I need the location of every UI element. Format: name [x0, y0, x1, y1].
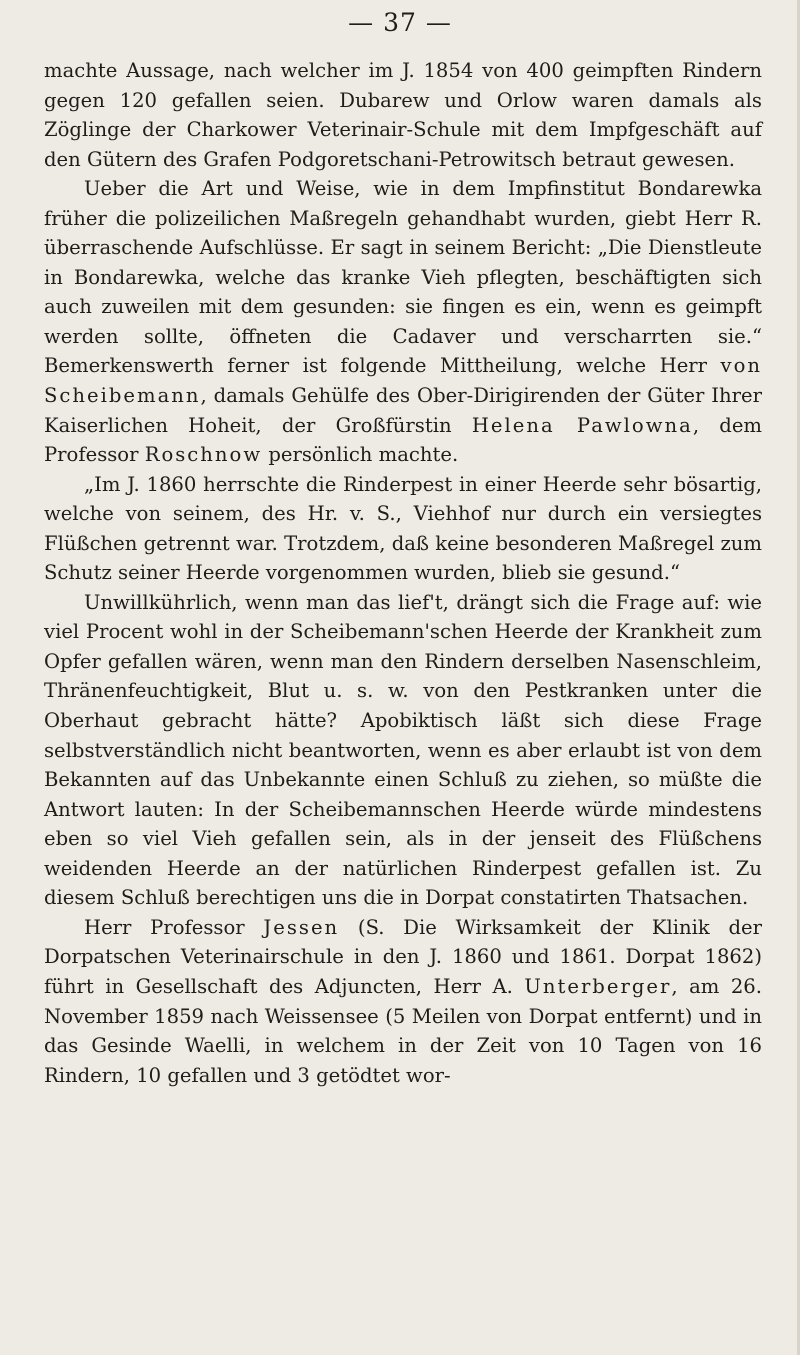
- person-name-unterberger: Unterberger: [524, 974, 672, 998]
- person-name-jessen: Jessen: [263, 915, 340, 939]
- person-name-helena-pawlowna: Helena Pawlowna: [471, 413, 693, 437]
- paragraph-1: machte Aussage, nach welcher im J. 1854 von 400 geimpften Rindern gegen 120 gefallen seien. Dubarew und Orlow waren damals als Zöglinge der Charkower Veterinair-Schule mit dem Impfgeschäft auf den Gütern des Grafen Podgoretschani-Petrowitsch betraut gewesen.: [44, 59, 762, 171]
- paragraph-4: Unwillkührlich, wenn man das lief't, drängt sich die Frage auf: wie viel Procent wohl in der Scheibemann'schen Heerde der Krankheit zum Opfer gefallen wären, wenn man den Rindern derselben Nasenschleim, Thränenfeuchtigkeit, Blut u. s. w. von den Pestkranken unter die Oberhaut gebracht hätte? Apobiktisch läßt sich diese Frage selbstverständlich nicht beantworten, wenn es aber erlaubt ist von dem Bekannten auf das Unbekannte einen Schluß zu ziehen, so müßte die Antwort lauten: In der Scheibemannschen Heerde würde mindestens eben so viel Vieh gefallen sein, als in der jenseit des Flüßchens weidenden Heerde an der natürlichen Rinderpest gefallen ist. Zu diesem Schluß berechtigen uns die in Dorpat constatirten Thatsachen.: [44, 590, 762, 910]
- paragraph-2-text: Ueber die Art und Weise, wie in dem Impfinstitut Bondarewka früher die polizeilichen Maßregeln gehandhabt wurden, giebt Herr R. überraschende Aufschlüsse. Er sagt in seinem Bericht: „Die Dienstleute in Bondarewka, welche das kranke Vieh pflegten, beschäftigten sich auch zuweilen mit dem gesunden: sie fingen es ein, wenn es geimpft werden sollte, öffneten die Cadaver und verscharrten sie.“ Bemerkenswerth ferner ist folgende Mittheilung, welche Herr: [44, 177, 762, 378]
- paragraph-2-text: , damals Gehülfe des Ober-Dirigirenden der Güter Ihrer Kaiserlichen Hoheit, der Großfürstin: [44, 384, 762, 437]
- page-number: — 37 —: [348, 8, 452, 37]
- paragraph-5-text: , am 26. November 1859 nach Weissensee (5 Meilen von Dorpat entfernt) und in das Gesinde Waelli, in welchem in der Zeit von 10 Tagen von 16 Rindern, 10 gefallen und 3 getödtet wor-: [44, 974, 762, 1087]
- person-name-scheibemann: von Scheibemann: [44, 354, 762, 408]
- paragraph-5: [44, 913, 762, 1090]
- paragraph-5-text: Herr Professor: [84, 915, 264, 939]
- paragraph-2-text: , dem Professor: [44, 413, 762, 467]
- paragraph-3: „Im J. 1860 herrschte die Rinderpest in einer Heerde sehr bösartig, welche von seinem, des Hr. v. S., Viehhof nur durch ein versiegtes Flüßchen getrennt war. Trotzdem, daß keine besonderen Maßregel zum Schutz seiner Heerde vorgenommen wurden, blieb sie gesund.“: [44, 472, 762, 585]
- paragraph-2: [44, 174, 762, 469]
- person-name-roschnow: Roschnow: [144, 443, 263, 467]
- paragraph-2-text: persönlich machte.: [262, 443, 459, 467]
- body-text: [44, 56, 762, 1090]
- paragraph-5-text: (S. Die Wirksamkeit der Klinik der Dorpatschen Veterinairschule in den J. 1860 und 1861. Dorpat 1862) führt in Gesellschaft des Adjuncten, Herr A.: [44, 915, 763, 998]
